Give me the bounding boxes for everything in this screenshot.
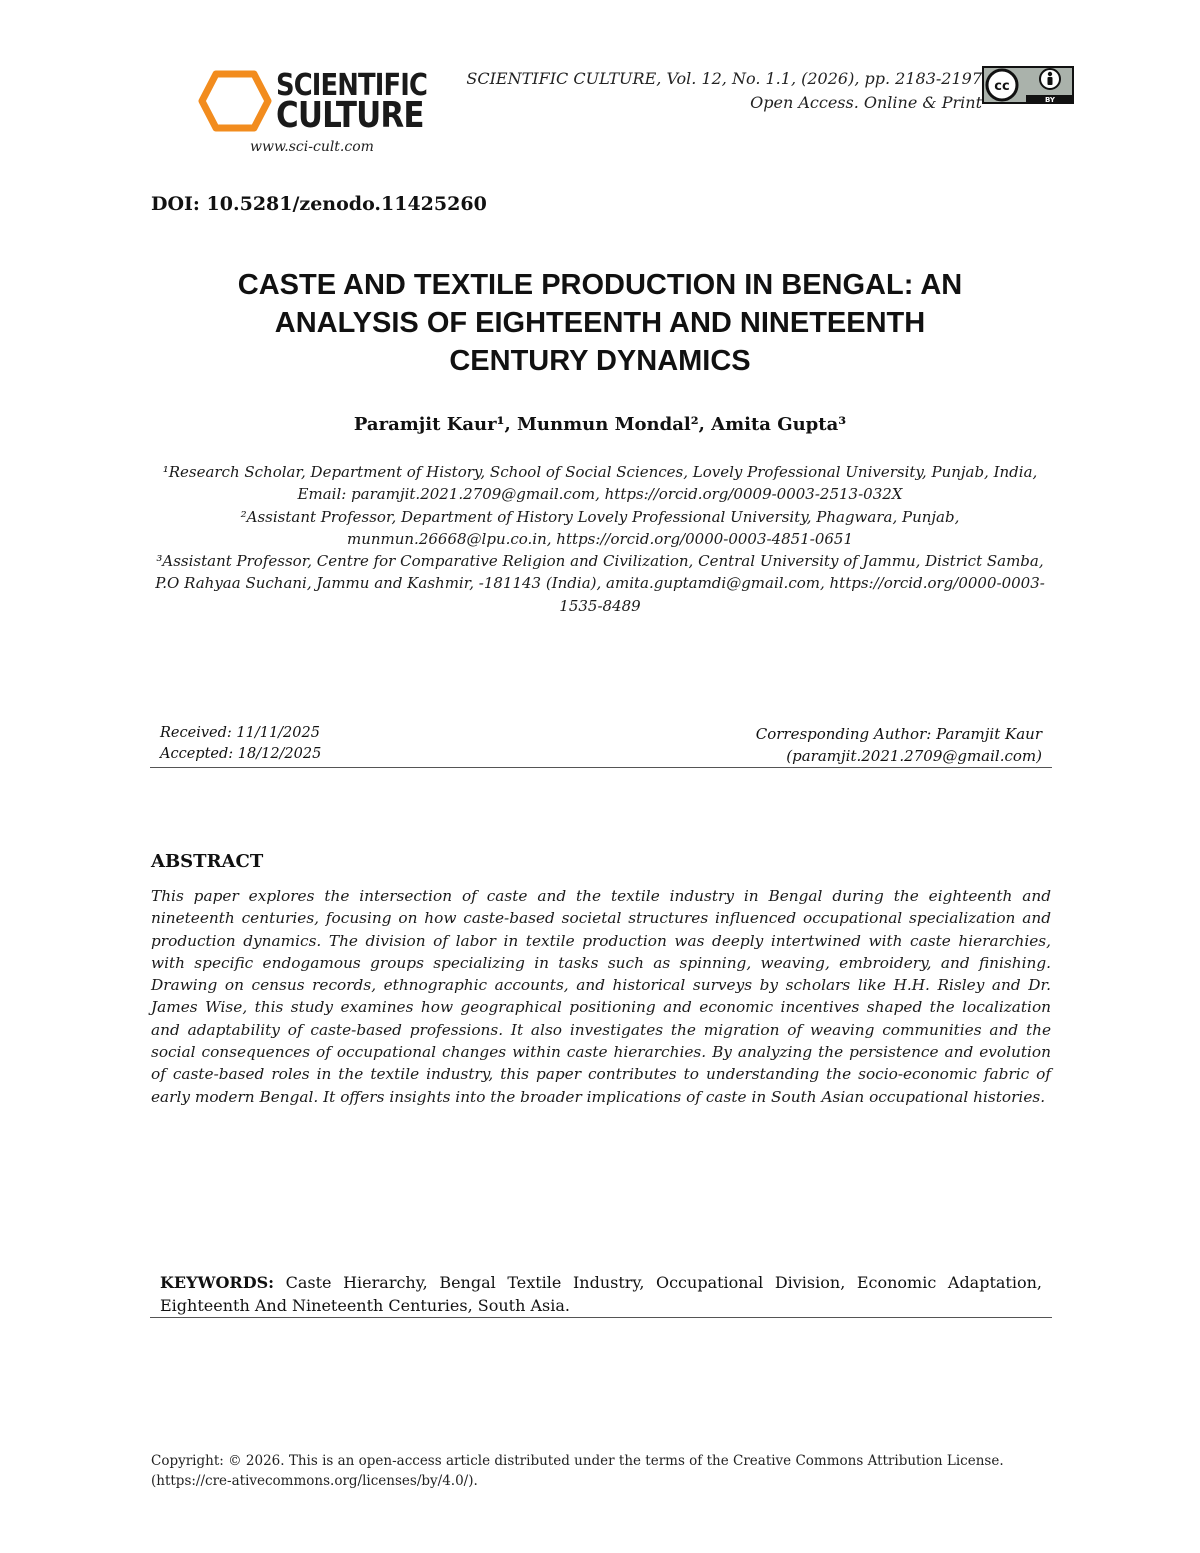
affiliations bbox=[150, 461, 1050, 617]
affiliation-1: ¹Research Scholar, Department of History, School of Social Sciences, Lovely Professional University, Punjab, India, Email: paramjit.2021.2709@gmail.com, https://orcid.org/0009-0003-2513-032X bbox=[162, 463, 1038, 504]
hexagon-logo-icon bbox=[198, 70, 272, 132]
journal-logo bbox=[198, 68, 428, 163]
divider bbox=[150, 767, 1052, 768]
journal-website[interactable]: www.sci-cult.com bbox=[250, 139, 374, 155]
corresponding-author-email[interactable]: (paramjit.2021.2709@gmail.com) bbox=[786, 747, 1042, 765]
cc-label: cc bbox=[994, 79, 1010, 94]
journal-citation bbox=[466, 67, 982, 115]
accepted-date: Accepted: 18/12/2025 bbox=[160, 746, 322, 762]
license-link[interactable]: (https://cre-ativecommons.org/licenses/by/4.0/). bbox=[151, 1473, 478, 1489]
journal-access-line: Open Access. Online & Print bbox=[750, 93, 982, 112]
title-line: CENTURY DYNAMICS bbox=[449, 345, 751, 377]
submission-dates bbox=[160, 723, 321, 765]
author-list: Paramjit Kaur¹, Munmun Mondal², Amita Gupta³ bbox=[353, 414, 847, 435]
corresponding-author-name: Corresponding Author: Paramjit Kaur bbox=[755, 725, 1042, 743]
divider bbox=[150, 1317, 1052, 1318]
copyright-line: Copyright: © 2026. This is an open-access article distributed under the terms of the Creative Commons Attribution License. bbox=[151, 1453, 1004, 1469]
abstract-text: This paper explores the intersection of caste and the textile industry in Bengal during the eighteenth and nineteenth centuries, focusing on how caste-based societal structures influenced occupational specialization and production dynamics. The division of labor in textile production was deeply intertwined with caste hierarchies, with specific endogamous groups specializing in tasks such as spinning, weaving, embroidery, and finishing. Drawing on census records, ethnographic accounts, and historical surveys by scholars like H.H. Risley and Dr. James Wise, this study examines how geographical positioning and economic incentives shaped the localization and adaptability of caste-based professions. It also investigates the migration of weaving communities and the social consequences of occupational changes within caste hierarchies. By analyzing the persistence and evolution of caste-based roles in the textile industry, this paper contributes to understanding the socio-economic fabric of early modern Bengal. It offers insights into the broader implications of caste in South Asian occupational histories. bbox=[151, 887, 1051, 1106]
received-date: Received: 11/11/2025 bbox=[160, 725, 320, 741]
title-line: CASTE AND TEXTILE PRODUCTION IN BENGAL: AN bbox=[237, 269, 963, 301]
by-label: BY bbox=[1044, 96, 1056, 104]
affiliation-2: ²Assistant Professor, Department of History Lovely Professional University, Phagwara, Punjab, munmun.26668@lpu.co.in, https://orcid.org/0000-0003-4851-0651 bbox=[240, 507, 960, 548]
paper-title bbox=[150, 266, 1050, 380]
title-line: ANALYSIS OF EIGHTEENTH AND NINETEENTH bbox=[274, 307, 926, 339]
doi[interactable]: DOI: 10.5281/zenodo.11425260 bbox=[151, 193, 487, 215]
affiliation-3: ³Assistant Professor, Centre for Comparative Religion and Civilization, Central University of Jammu, District Samba, P.O Rahyaa Suchani, Jammu and Kashmir, -181143 (India), amita.guptamdi@gmail.com, https://orcid.org/0000-0003-1535-8489 bbox=[155, 552, 1045, 615]
abstract-heading: ABSTRACT bbox=[151, 851, 264, 872]
corresponding-author bbox=[756, 723, 1042, 767]
journal-volume-line: SCIENTIFIC CULTURE, Vol. 12, No. 1.1, (2026), pp. 2183-2197 bbox=[466, 69, 982, 88]
keywords-label: KEYWORDS: bbox=[160, 1273, 275, 1292]
keywords-text: Caste Hierarchy, Bengal Textile Industry, Occupational Division, Economic Adaptation, Eighteenth And Nineteenth Centuries, South Asia. bbox=[160, 1273, 1042, 1315]
keywords bbox=[160, 1271, 1042, 1317]
cc-by-icon[interactable] bbox=[982, 66, 1074, 104]
logo-word-scientific: SCIENTIFIC bbox=[276, 68, 428, 103]
copyright-notice bbox=[151, 1451, 1004, 1491]
logo-word-culture: CULTURE bbox=[276, 95, 424, 136]
